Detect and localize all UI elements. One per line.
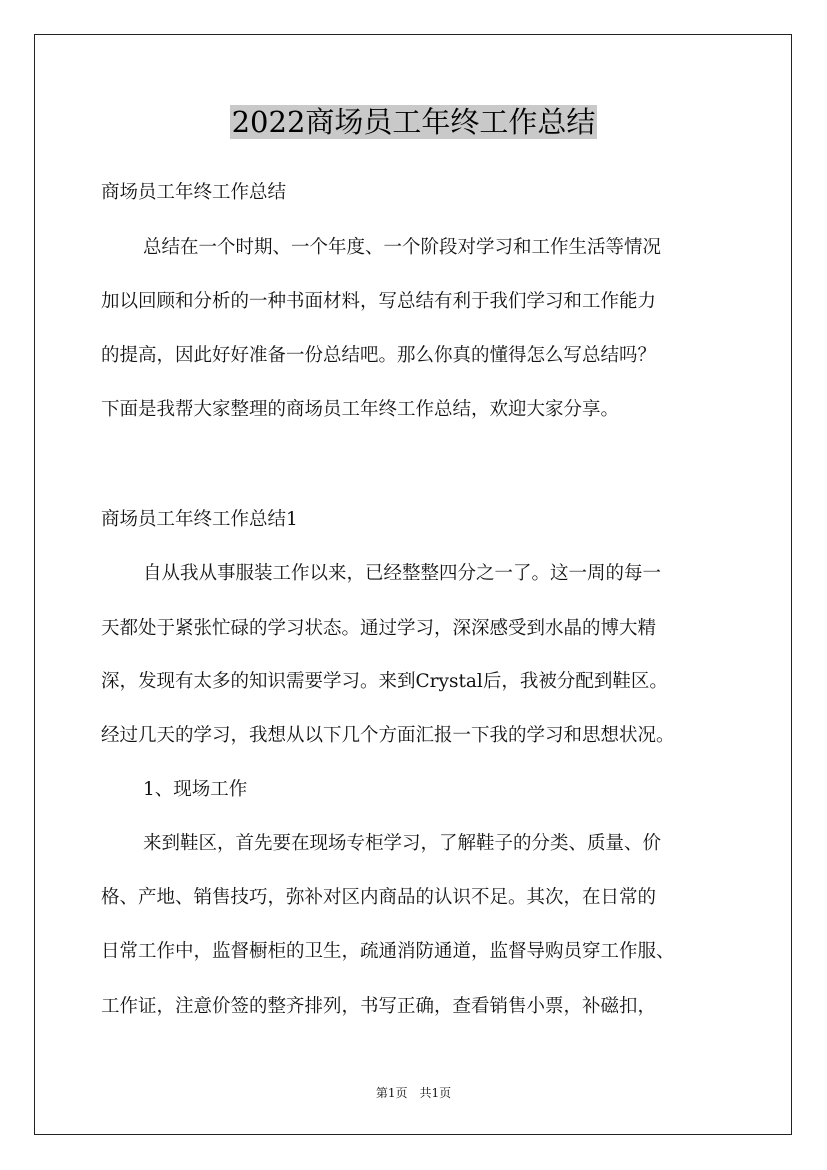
paragraph-line: 天都处于紧张忙碌的学习状态。通过学习，深深感受到水晶的博大精 bbox=[101, 618, 657, 639]
page-total: 共1页 bbox=[419, 1086, 452, 1100]
paragraph-line: 总结在一个时期、一个年度、一个阶段对学习和工作生活等情况 bbox=[143, 237, 662, 258]
paragraph-line: 经过几天的学习，我想从以下几个方面汇报一下我的学习和思想状况。 bbox=[101, 725, 675, 746]
paragraph-line: 下面是我帮大家整理的商场员工年终工作总结，欢迎大家分享。 bbox=[101, 399, 620, 420]
paragraph-line: 日常工作中，监督橱柜的卫生，疏通消防通道，监督导购员穿工作服、 bbox=[101, 941, 675, 962]
page-footer bbox=[0, 1084, 827, 1101]
paragraph-line: 的提高，因此好好准备一份总结吧。那么你真的懂得怎么写总结吗？ bbox=[101, 345, 657, 366]
paragraph-line: 来到鞋区，首先要在现场专柜学习，了解鞋子的分类、质量、价 bbox=[143, 833, 662, 854]
paragraph-line: 工作证，注意价签的整齐排列，书写正确，查看销售小票，补磁扣， bbox=[101, 996, 657, 1017]
paragraph-line: 加以回顾和分析的一种书面材料，写总结有利于我们学习和工作能力 bbox=[101, 291, 657, 312]
document-title bbox=[0, 102, 827, 142]
paragraph-line: 自从我从事服装工作以来，已经整整四分之一了。这一周的每一 bbox=[143, 563, 662, 584]
paragraph-line: 格、产地、销售技巧，弥补对区内商品的认识不足。其次，在日常的 bbox=[101, 887, 657, 908]
section-heading: 商场员工年终工作总结1 bbox=[101, 509, 298, 530]
paragraph-line: 深，发现有太多的知识需要学习。来到Crystal后，我被分配到鞋区。 bbox=[101, 671, 668, 692]
subtitle-line: 商场员工年终工作总结 bbox=[101, 182, 287, 203]
document-title-text: 2022商场员工年终工作总结 bbox=[231, 105, 596, 139]
subsection-heading: 1、现场工作 bbox=[143, 779, 248, 800]
page-number: 第1页 bbox=[375, 1086, 408, 1100]
